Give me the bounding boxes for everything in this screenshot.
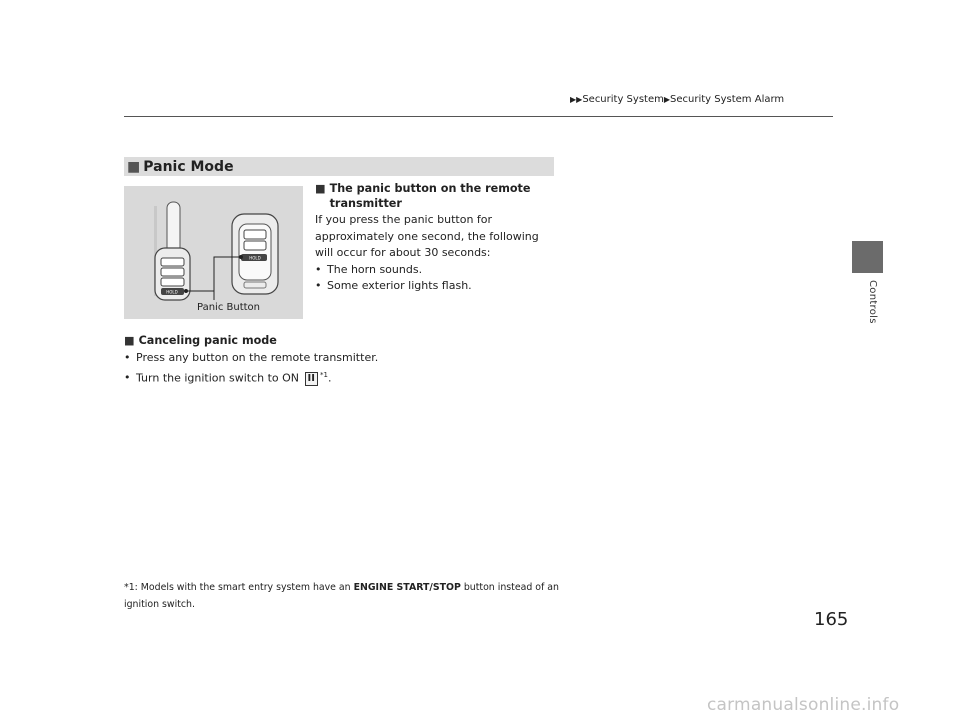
canceling-list bbox=[124, 350, 378, 387]
footnote-prefix: *1: Models with the smart entry system have an bbox=[124, 582, 354, 593]
heading-square-icon: ■ bbox=[124, 334, 135, 347]
footnote-suffix: button instead of an ignition switch. bbox=[124, 582, 559, 610]
breadcrumb bbox=[570, 94, 784, 105]
key-fob-illustration bbox=[124, 186, 303, 319]
ignition-position-badge: II bbox=[305, 372, 318, 386]
panic-button-heading-text: The panic button on the remote transmitter bbox=[329, 182, 531, 210]
panic-button-callout: Panic Button bbox=[197, 302, 260, 313]
watermark[interactable]: carmanualsonline.info bbox=[707, 695, 900, 715]
panic-button-heading bbox=[315, 181, 545, 211]
list-item-suffix: . bbox=[327, 371, 332, 385]
list-item bbox=[124, 350, 378, 367]
bullet-icon: • bbox=[315, 262, 322, 276]
bullet-icon: • bbox=[124, 351, 131, 364]
heading-square-icon: ■ bbox=[315, 182, 326, 195]
list-item bbox=[124, 367, 378, 387]
flip-key-hold-label: HOLD bbox=[166, 289, 178, 295]
footnote-ref-link[interactable]: *1 bbox=[320, 370, 328, 379]
double-arrow-icon: ▶▶ bbox=[570, 95, 583, 104]
bullet-icon: • bbox=[124, 371, 131, 385]
list-item-text: Press any button on the remote transmitter. bbox=[136, 351, 379, 364]
section-square-icon: ■ bbox=[127, 158, 141, 175]
chapter-tab-label[interactable]: Controls bbox=[867, 280, 878, 324]
key-fob-drawing bbox=[124, 186, 303, 319]
canceling-heading-text: Canceling panic mode bbox=[138, 334, 277, 347]
footnote bbox=[124, 579, 564, 613]
chapter-tab-marker[interactable] bbox=[852, 241, 883, 273]
list-item bbox=[315, 262, 555, 279]
list-item-text: The horn sounds. bbox=[327, 262, 423, 276]
list-item-text: Turn the ignition switch to ON bbox=[136, 371, 300, 385]
breadcrumb-item-security-system-alarm[interactable]: Security System Alarm bbox=[670, 94, 785, 105]
arrow-icon: ▶ bbox=[663, 95, 671, 104]
panic-button-body bbox=[315, 212, 555, 295]
list-item-text: Some exterior lights flash. bbox=[327, 279, 472, 292]
canceling-heading bbox=[124, 334, 277, 347]
section-title: Panic Mode bbox=[143, 158, 234, 175]
header-rule bbox=[124, 116, 833, 117]
section-header bbox=[124, 157, 554, 176]
list-item bbox=[315, 278, 555, 295]
footnote-bold: ENGINE START/STOP bbox=[353, 582, 461, 593]
page-number: 165 bbox=[814, 609, 849, 630]
panic-button-paragraph: If you press the panic button for approximately one second, the following will occur for about 30 seconds: bbox=[315, 213, 539, 259]
smart-key-hold-label: HOLD bbox=[249, 255, 261, 261]
breadcrumb-item-security-system[interactable]: Security System bbox=[582, 94, 664, 105]
bullet-icon: • bbox=[315, 279, 322, 292]
